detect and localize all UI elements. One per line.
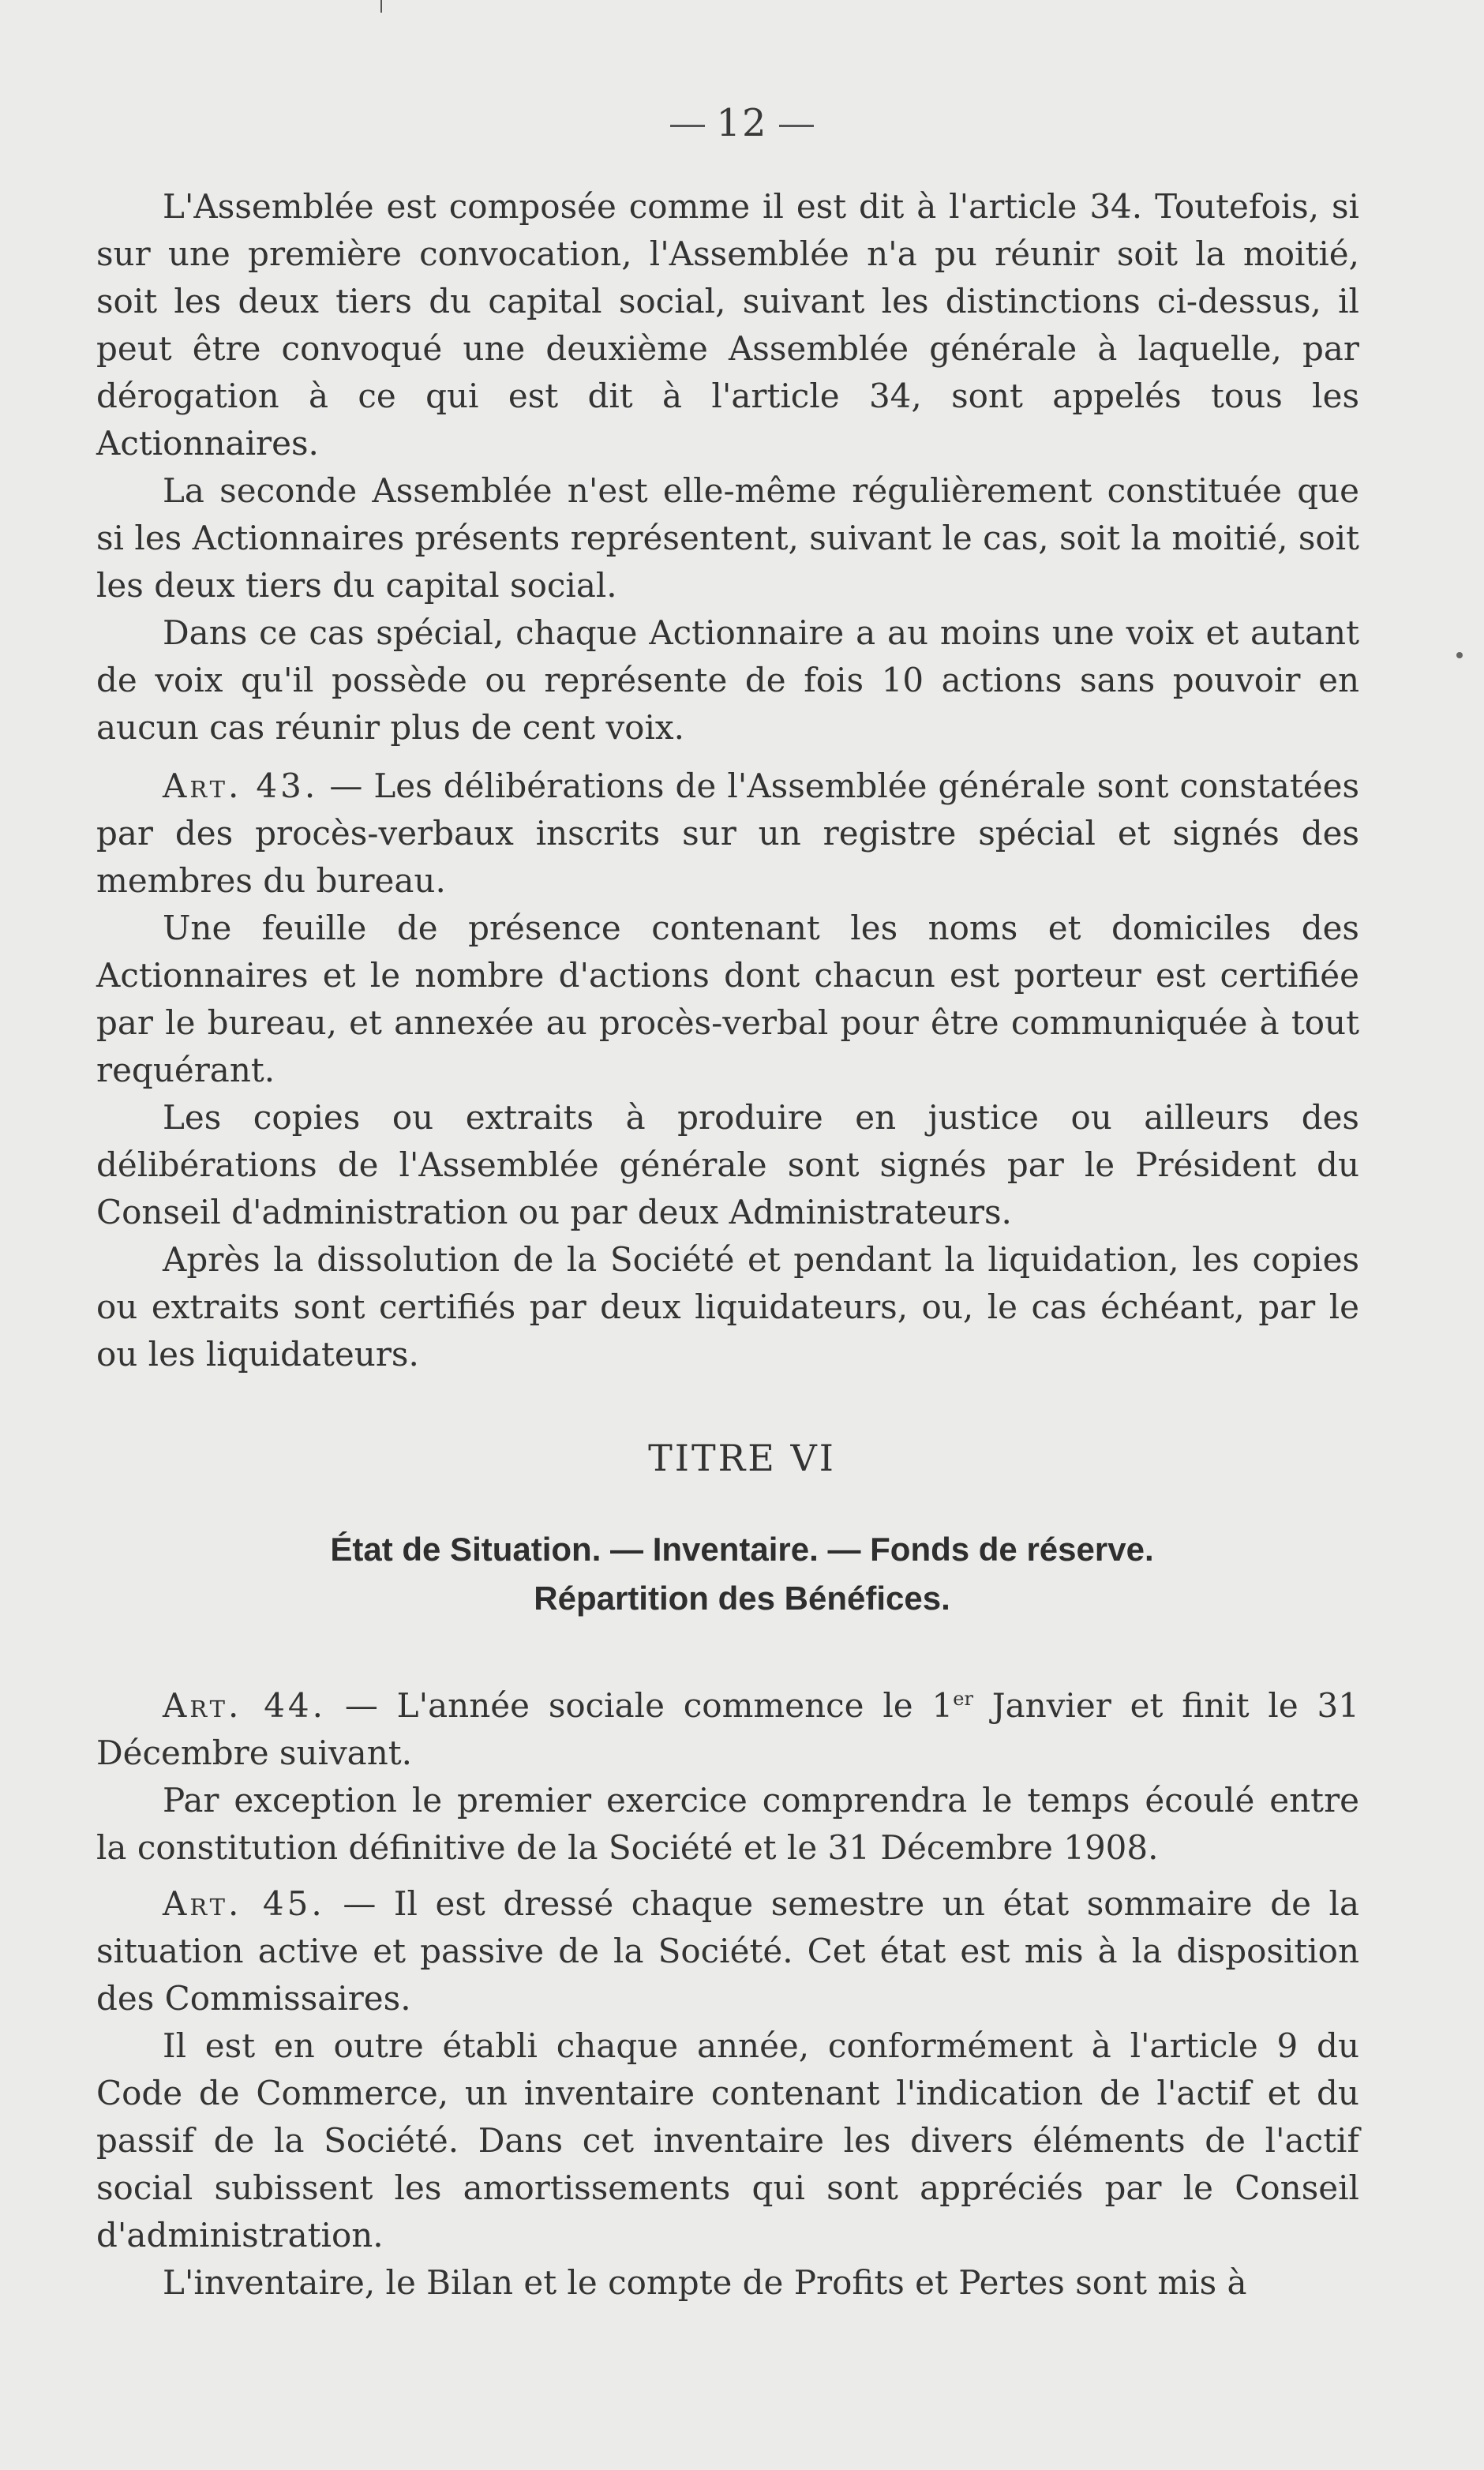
text-block-1: [96, 183, 1359, 1378]
article-label: Art. 45.: [163, 1884, 325, 1923]
text-block-3: [96, 1880, 1359, 2307]
section-heading-line-1: État de Situation. — Inventaire. — Fonds de réserve.: [330, 1531, 1154, 1568]
paragraph: L'inventaire, le Bilan et le compte de Profits et Pertes sont mis à: [163, 2263, 1247, 2302]
paragraph: Après la dissolution de la Société et pendant la liquidation, les copies ou extraits sont certifiés par deux liquidateurs, ou, le cas échéant, par le ou les liquidateurs.: [96, 1240, 1359, 1374]
paragraph: Il est en outre établi chaque année, conformément à l'article 9 du Code de Commerce, un inventaire contenant l'indication de l'actif et du passif de la Société. Dans cet inventaire les divers éléments de l'actif social subissent les amortissements qui sont appréciés par le Conseil d'administration.: [96, 2026, 1359, 2254]
paragraph: Par exception le premier exercice comprendra le temps écoulé entre la constitution définitive de la Société et le 31 Décembre 1908.: [96, 1781, 1359, 1867]
paragraph: Les copies ou extraits à produire en justice ou ailleurs des délibérations de l'Assemblée générale sont signés par le Président du Conseil d'administration ou par deux Administrateurs.: [96, 1098, 1359, 1231]
section-heading: [0, 1525, 1484, 1623]
section-heading-line-2: Répartition des Bénéfices.: [534, 1580, 950, 1617]
scan-mark: [380, 0, 382, 13]
paragraph: Dans ce cas spécial, chaque Actionnaire a au moins une voix et autant de voix qu'il possède ou représente de fois 10 actions sans pouvoir en aucun cas réunir plus de cent voix.: [96, 613, 1359, 747]
article-label: Art. 43.: [163, 766, 319, 805]
article-43: Art. 43. — Les délibérations de l'Assemblée générale sont constatées par des procès-verbaux inscrits sur un registre spécial et signés des membres du bureau.: [96, 766, 1359, 900]
paragraph: L'Assemblée est composée comme il est dit à l'article 34. Toutefois, si sur une première convocation, l'Assemblée n'a pu réunir soit la moitié, soit les deux tiers du capital social, suivant les distinctions ci-dessus, il peut être convoqué une deuxième Assemblée générale à laquelle, par dérogation à ce qui est dit à l'article 34, sont appelés tous les Actionnaires.: [96, 187, 1359, 463]
paragraph: La seconde Assemblée n'est elle-même régulièrement constituée que si les Actionnaires présents représentent, suivant le cas, soit la moitié, soit les deux tiers du capital social.: [96, 471, 1359, 605]
text-block-2: [96, 1675, 1359, 1872]
scan-dot: [1456, 652, 1463, 658]
article-label: Art. 44.: [163, 1686, 326, 1725]
article-45: Art. 45. — Il est dressé chaque semestre un état sommaire de la situation active et passive de la Société. Cet état est mis à la disposition des Commissaires.: [96, 1884, 1359, 2018]
title-vi: TITRE VI: [648, 1437, 836, 1479]
article-44: Art. 44. — L'année sociale commence le 1er Janvier et finit le 31 Décembre suivant.: [96, 1686, 1359, 1772]
paragraph: Une feuille de présence contenant les noms et domiciles des Actionnaires et le nombre d'actions dont chacun est porteur est certifiée par le bureau, et annexée au procès-verbal pour être communiquée à tout requérant.: [96, 909, 1359, 1089]
page-number: 12: [0, 101, 1484, 145]
